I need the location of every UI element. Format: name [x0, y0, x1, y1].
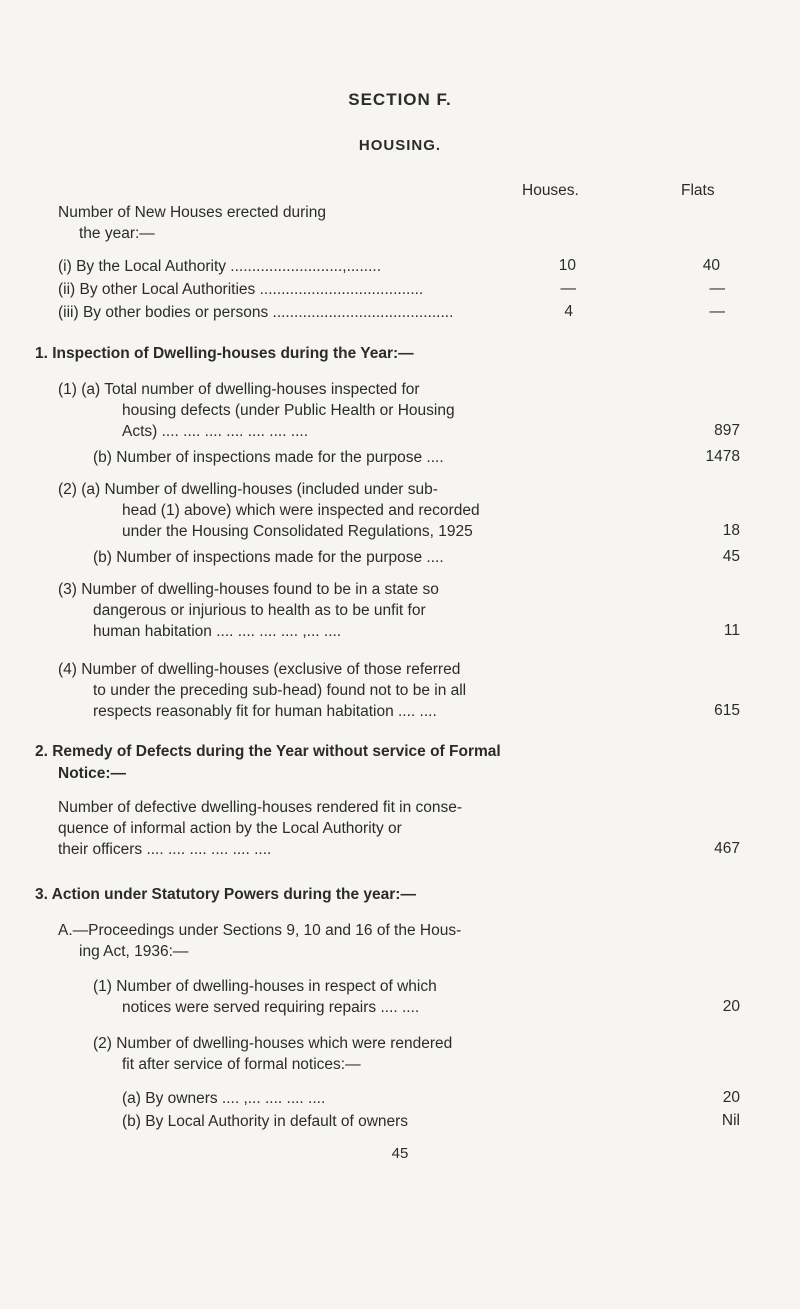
- item-1a-line-2: housing defects (under Public Health or Housing: [122, 402, 455, 419]
- section-3-item-1-line-1: (1) Number of dwelling-houses in respect of which: [93, 978, 437, 995]
- row-label-local-authority: (i) By the Local Authority ..........................,........: [58, 258, 382, 275]
- item-3-line-3: human habitation .... .... .... .... ,... ....: [93, 623, 342, 640]
- item-4-line-1: (4) Number of dwelling-houses (exclusive of those referred: [58, 661, 461, 678]
- section-3-item-1-line-2: notices were served requiring repairs .... ....: [122, 999, 420, 1016]
- section-2-heading: 2. Remedy of Defects during the Year without service of Formal: [35, 743, 501, 760]
- section-3a-line-2: ing Act, 1936:—: [79, 943, 189, 960]
- section-3-item-2a-value: 20: [722, 1089, 740, 1106]
- row-label-other-bodies: (iii) By other bodies or persons ..........................................: [58, 304, 454, 321]
- value-houses-other-bodies: 4: [564, 303, 573, 320]
- item-3-line-1: (3) Number of dwelling-houses found to be in a state so: [58, 581, 439, 598]
- section-3-item-1-value: 20: [722, 998, 740, 1015]
- value-flats-local-authority: 40: [702, 257, 720, 274]
- item-2b-line: (b) Number of inspections made for the purpose ....: [93, 549, 444, 566]
- item-1b-value: 1478: [705, 448, 740, 465]
- section-heading: SECTION F.: [348, 90, 452, 109]
- item-2a-line-2: head (1) above) which were inspected and recorded: [122, 502, 480, 519]
- section-1-heading: 1. Inspection of Dwelling-houses during the Year:—: [35, 345, 414, 362]
- item-4-value: 615: [714, 702, 740, 719]
- item-2a-line-3: under the Housing Consolidated Regulations, 1925: [122, 523, 473, 540]
- section-3-item-2b-value: Nil: [721, 1112, 740, 1129]
- item-3-line-2: dangerous or injurious to health as to be unfit for: [93, 602, 426, 619]
- item-2a-line-1: (2) (a) Number of dwelling-houses (included under sub-: [58, 481, 438, 498]
- page-number: 45: [391, 1145, 409, 1162]
- item-4-line-2: to under the preceding sub-head) found not to be in all: [93, 682, 467, 699]
- item-1a-value: 897: [714, 422, 740, 439]
- section-3a-line-1: A.—Proceedings under Sections 9, 10 and 16 of the Hous-: [58, 922, 462, 939]
- item-1a-line-3: Acts) .... .... .... .... .... .... ....: [122, 423, 309, 440]
- item-2a-value: 18: [722, 522, 740, 539]
- item-1b-line: (b) Number of inspections made for the purpose ....: [93, 449, 444, 466]
- value-flats-other-authorities: —: [709, 280, 725, 297]
- item-3-value: 11: [723, 622, 740, 639]
- section-3-heading: 3. Action under Statutory Powers during the year:—: [35, 886, 416, 903]
- section-2-line-1: Number of defective dwelling-houses rendered fit in conse-: [58, 799, 463, 816]
- value-houses-other-authorities: —: [560, 280, 576, 297]
- section-3-item-2b-line: (b) By Local Authority in default of owners: [122, 1113, 409, 1130]
- page-title: HOUSING.: [358, 137, 442, 154]
- section-2-heading-cont: Notice:—: [58, 765, 127, 782]
- section-3-item-2-line-1: (2) Number of dwelling-houses which were rendered: [93, 1035, 453, 1052]
- new-houses-intro: Number of New Houses erected during: [58, 204, 326, 221]
- item-1a-line-1: (1) (a) Total number of dwelling-houses inspected for: [58, 381, 420, 398]
- item-4-line-3: respects reasonably fit for human habitation .... ....: [93, 703, 437, 720]
- item-2b-value: 45: [722, 548, 740, 565]
- column-header-houses: Houses.: [522, 182, 579, 199]
- section-2-value: 467: [714, 840, 740, 857]
- section-2-line-3: their officers .... .... .... .... .... ....: [58, 841, 272, 858]
- row-label-other-authorities: (ii) By other Local Authorities ......................................: [58, 281, 424, 298]
- value-flats-other-bodies: —: [709, 303, 725, 320]
- section-3-item-2a-line: (a) By owners .... ,... .... .... ....: [122, 1090, 326, 1107]
- new-houses-intro-cont: the year:—: [79, 225, 155, 242]
- section-2-line-2: quence of informal action by the Local Authority or: [58, 820, 402, 837]
- section-3-item-2-line-2: fit after service of formal notices:—: [122, 1056, 361, 1073]
- column-header-flats: Flats: [681, 182, 715, 199]
- value-houses-local-authority: 10: [558, 257, 576, 274]
